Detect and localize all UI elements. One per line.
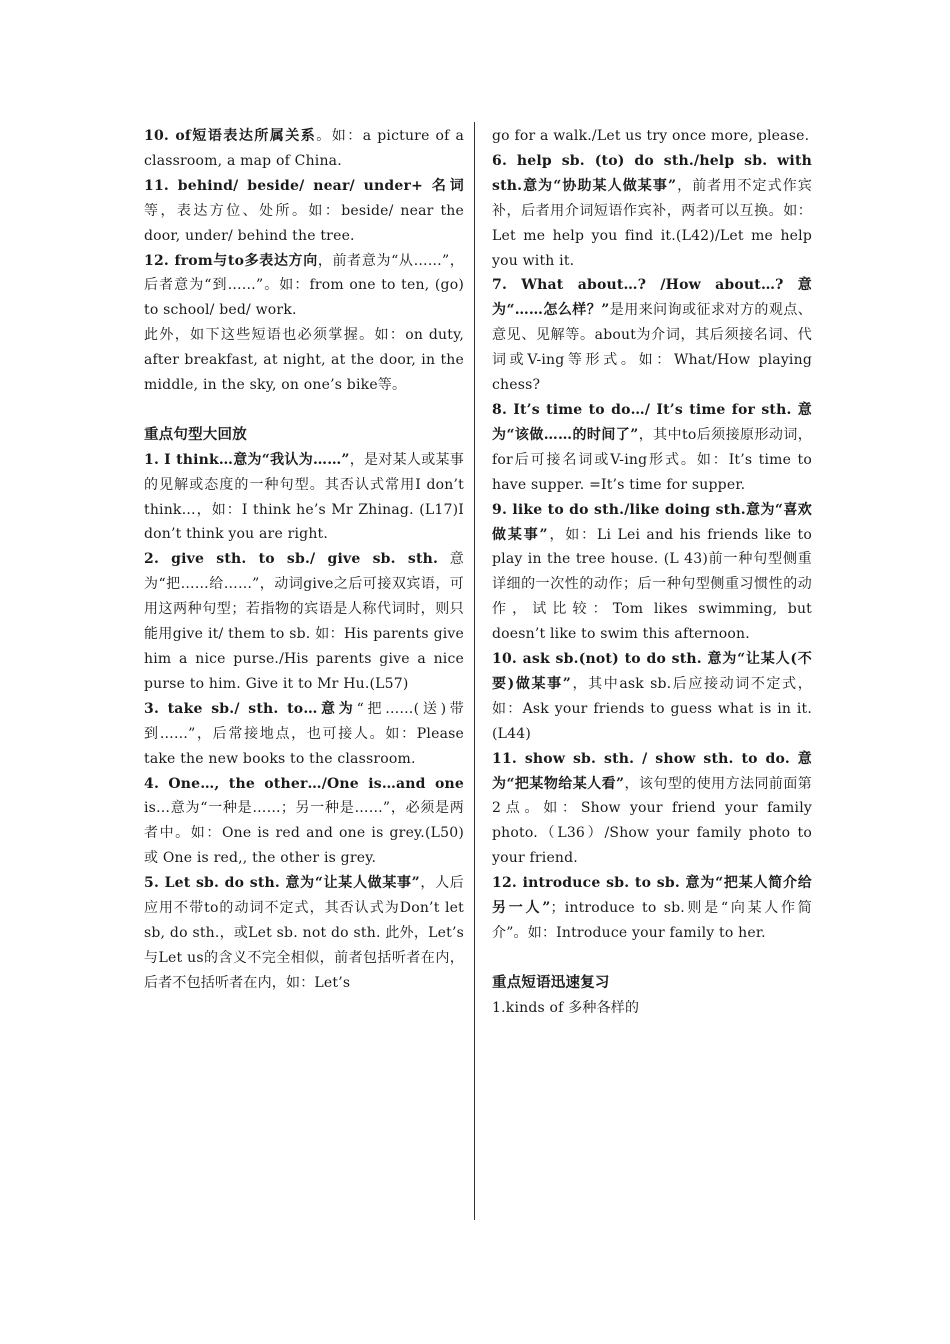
paragraph-body: 等，表达方位、处所。如：beside/ near the door, under/ behind the tree.	[144, 202, 464, 244]
spacer	[144, 398, 464, 423]
paragraph-body: ，是对某人或某事的见解或态度的一种句型。其否认式常用I don’t think…，如：I think he’s Mr Zhinag. (L17)I don’t think you are right.	[144, 451, 464, 543]
paragraph-body: ，该句型的使用方法同前面第2点。如：Show your friend your family photo.（L36）/Show your family photo to your friend.	[492, 775, 812, 867]
paragraph-lead: 10. ask sb.(not) to do sth. 意为“让某人(不要)做某事”	[492, 651, 812, 692]
paragraph-lead: 2. give sth. to sb./ give sb. sth.	[144, 551, 439, 568]
paragraph	[492, 398, 812, 498]
paragraph	[492, 149, 812, 274]
paragraph-lead: 12. from与to多表达方向	[144, 252, 318, 269]
paragraph-body: ，人后应用不带to的动词不定式，其否认式为Don’t let sb, do sth.，或Let sb. not do sth. 此外，Let’s 与Let us的含义不完全相似，前者包括听者在内，后者不包括听者在内，如：Let’s	[144, 875, 464, 991]
right-column	[492, 124, 812, 1021]
paragraph	[492, 124, 812, 149]
spacer	[492, 946, 812, 971]
paragraph	[144, 547, 464, 696]
paragraph	[144, 697, 464, 772]
paragraph	[144, 174, 464, 249]
paragraph-body: 意为“把……给……”，动词give之后可接双宾语，可用这两种句型；若指物的宾语是人称代词时，则只能用give it/ them to sb. 如：His parents give him a nice purse./His parents give a nice purse to him. Give it to Mr Hu.(L57)	[144, 551, 464, 692]
section-heading: 重点短语迅速复习	[492, 974, 610, 991]
paragraph-lead: 4. One…, the other…/One is…and one	[144, 775, 464, 792]
paragraph	[144, 323, 464, 398]
paragraph-body: 1.kinds of 多种各样的	[492, 999, 640, 1016]
paragraph-lead: 11. behind/ beside/ near/ under+ 名词	[144, 177, 464, 194]
paragraph	[492, 996, 812, 1021]
paragraph	[144, 124, 464, 174]
paragraph-lead: 6. help sb. (to) do sth./help sb. with sth.意为“协助某人做某事”	[492, 152, 812, 194]
paragraph	[144, 249, 464, 324]
paragraph-lead: 5. Let sb. do sth. 意为“让某人做某事”	[144, 875, 420, 892]
paragraph-lead: 3. take sb./ sth. to…意为	[144, 700, 357, 717]
paragraph-body: is…意为“一种是……；另一种是……”，必须是两者中。如：One is red and one is grey.(L50) 或 One is red,, the other is grey.	[144, 800, 464, 867]
column-divider	[474, 122, 475, 1220]
paragraph	[144, 448, 464, 548]
left-column	[144, 124, 464, 996]
paragraph-body: 此外，如下这些短语也必须掌握。如：on duty, after breakfast, at night, at the door, in the middle, in the sky, on one’s bike等。	[144, 327, 464, 394]
paragraph-body: 是用来问询或征求对方的观点、意见、见解等。about为介词，其后须接名词、代词或V-ing等形式。如：What/How playing chess?	[492, 302, 812, 394]
paragraph-lead: 7. What about…? /How about…? 意为“……怎么样？”	[492, 277, 812, 319]
paragraph	[492, 273, 812, 398]
section-heading: 重点句型大回放	[144, 426, 247, 443]
paragraph	[492, 647, 812, 747]
paragraph-lead: 8. It’s time to do…/ It’s time for sth. 意为“该做……的时间了”	[492, 401, 812, 443]
paragraph-lead: 1. I think…意为“我认为……”	[144, 451, 350, 468]
paragraph-lead: 12. introduce sb. to sb. 意为“把某人简介给另一人”	[492, 875, 812, 917]
paragraph	[144, 871, 464, 996]
paragraph	[492, 871, 812, 946]
paragraph-lead: 10. of短语表达所属关系	[144, 128, 317, 144]
paragraph-body: 。如：a picture of a classroom, a map of China.	[144, 128, 464, 169]
paragraph	[492, 498, 812, 647]
paragraph-body: ，前者意为“从……”，后者意为“到……”。如：from one to ten, (go) to school/ bed/ work.	[144, 252, 464, 319]
paragraph-body: ，其中ask sb.后应接动词不定式，如：Ask your friends to guess what is in it. (L44)	[492, 675, 812, 742]
paragraph-lead: 11. show sb. sth. / show sth. to do. 意为“把某物给某人看”	[492, 750, 812, 792]
paragraph-body: ；introduce to sb.则是“向某人作简介”。如：Introduce your family to her.	[492, 900, 812, 941]
paragraph	[492, 747, 812, 872]
paragraph-body: ，如：Li Lei and his friends like to play in the tree house. (L 43)前一种句型侧重详细的一次性的动作；后一种句型侧重习惯性的动作，试比较：Tom likes swimming, but doesn’t like to swim this afternoon.	[492, 526, 812, 643]
paragraph-body: ，其中to后须接原形动词，for后可接名词或V-ing形式。如：It’s time to have supper. =It’s time for supper.	[492, 426, 812, 493]
paragraph-lead: 9. like to do sth./like doing sth.意为“喜欢做某事”	[492, 501, 812, 543]
paragraph-body: ，前者用不定式作宾补，后者用介词短语作宾补，两者可以互换。如：Let me help you find it.(L42)/Let me help you with it.	[492, 177, 812, 269]
paragraph	[144, 772, 464, 872]
paragraph-body: go for a walk./Let us try once more, please.	[492, 128, 810, 144]
paragraph-body: “把……(送)带到……”，后常接地点，也可接人。如：Please take the new books to the classroom.	[144, 700, 464, 767]
